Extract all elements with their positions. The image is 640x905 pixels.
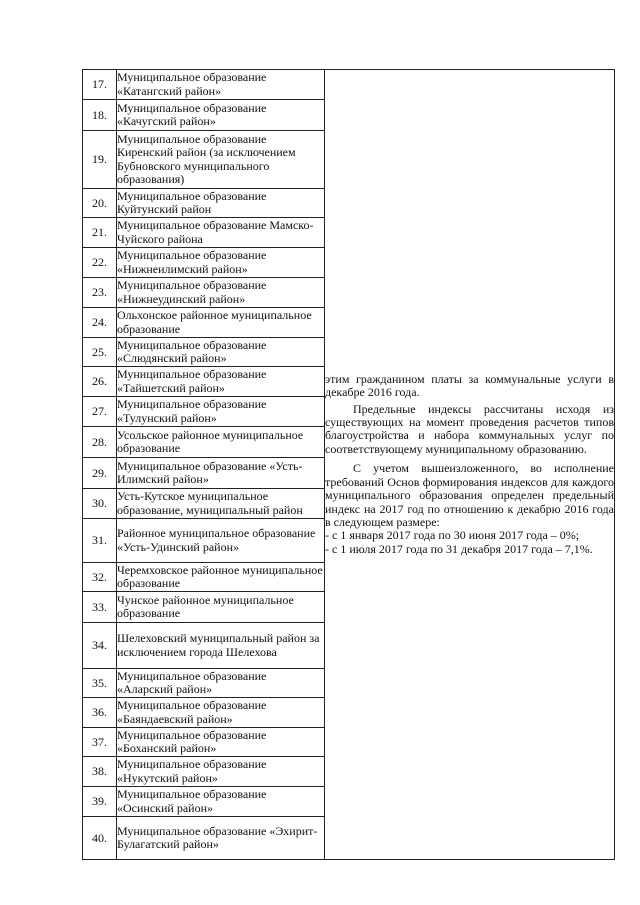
municipality-name: Муниципальное образование «Нижнеилимский район»: [117, 248, 325, 278]
row-number: 31.: [83, 519, 117, 563]
row-number: 28.: [83, 427, 117, 458]
municipality-name: Муниципальное образование «Катангский район»: [117, 70, 325, 100]
municipality-name: Муниципальное образование «Слюдянский район»: [117, 338, 325, 367]
municipality-name: Ольхонское районное муниципальное образование: [117, 308, 325, 338]
row-number: 17.: [83, 70, 117, 100]
row-number: 19.: [83, 131, 117, 189]
row-number: 20.: [83, 189, 117, 218]
municipality-name: Муниципальное образование «Тайшетский район»: [117, 367, 325, 397]
row-number: 29.: [83, 458, 117, 489]
municipality-name: Муниципальное образование «Аларский район»: [117, 669, 325, 698]
row-number: 21.: [83, 218, 117, 248]
row-number: 26.: [83, 367, 117, 397]
municipality-name: Районное муниципальное образование «Усть-Удинский район»: [117, 519, 325, 563]
paragraph-indices-basis: Предельные индексы рассчитаны исходя из существующих на момент проведения расчетов типов благоустройства и набора коммунальных услуг по соответствующему муниципальному образованию.: [325, 401, 614, 456]
municipality-name: Муниципальное образование «Усть-Илимский район»: [117, 458, 325, 489]
row-number: 34.: [83, 623, 117, 669]
row-number: 40.: [83, 817, 117, 860]
municipality-name: Усольское районное муниципальное образование: [117, 427, 325, 458]
municipality-name: Муниципальное образование Киренский район (за исключением Бубновского муниципального образования): [117, 131, 325, 189]
row-number: 32.: [83, 563, 117, 592]
municipality-name: Муниципальное образование «Тулунский район»: [117, 397, 325, 427]
document-page: [82, 69, 614, 860]
index-item-first-half: - с 1 января 2017 года по 30 июня 2017 года – 0%;: [325, 528, 580, 543]
row-number: 38.: [83, 757, 117, 787]
table-row: [83, 70, 615, 100]
row-number: 23.: [83, 278, 117, 308]
row-number: 25.: [83, 338, 117, 367]
municipality-name: Усть-Кутское муниципальное образование, муниципальный район: [117, 489, 325, 519]
row-number: 22.: [83, 248, 117, 278]
row-number: 35.: [83, 669, 117, 698]
paragraph-index-determination: С учетом вышеизложенного, во исполнение требований Основ формирования индексов для каждого муниципального образования определен предельный индекс на 2017 год по отношению к декабрю 2016 года в следующем размере:: [325, 461, 614, 529]
table-body: [83, 70, 615, 860]
municipalities-table: [82, 69, 615, 860]
municipality-name: Муниципальное образование «Качугский район»: [117, 100, 325, 131]
paragraph-continuation: этим гражданином платы за коммунальные услуги в декабре 2016 года.: [325, 371, 614, 400]
municipality-name: Муниципальное образование «Осинский район»: [117, 787, 325, 817]
row-number: 33.: [83, 592, 117, 623]
municipality-name: Муниципальное образование «Нукутский район»: [117, 757, 325, 787]
municipality-name: Чунское районное муниципальное образование: [117, 592, 325, 623]
municipality-name: Муниципальное образование «Нижнеудинский район»: [117, 278, 325, 308]
row-number: 18.: [83, 100, 117, 131]
row-number: 30.: [83, 489, 117, 519]
municipality-name: Муниципальное образование «Эхирит-Булагатский район»: [117, 817, 325, 860]
municipality-name: Муниципальное образование «Баяндаевский район»: [117, 698, 325, 728]
row-number: 24.: [83, 308, 117, 338]
municipality-name: Муниципальное образование «Боханский район»: [117, 728, 325, 757]
row-number: 37.: [83, 728, 117, 757]
index-item-second-half: - с 1 июля 2017 года по 31 декабря 2017 года – 7,1%.: [325, 541, 593, 556]
municipality-name: Шелеховский муниципальный район за исключением города Шелехова: [117, 623, 325, 669]
row-number: 27.: [83, 397, 117, 427]
municipality-name: Муниципальное образование Мамско-Чуйского района: [117, 218, 325, 248]
municipality-name: Муниципальное образование Куйтунский район: [117, 189, 325, 218]
explanation-column: [325, 70, 615, 860]
municipality-name: Черемховское районное муниципальное образование: [117, 562, 323, 590]
row-number: 39.: [83, 787, 117, 817]
row-number: 36.: [83, 698, 117, 728]
